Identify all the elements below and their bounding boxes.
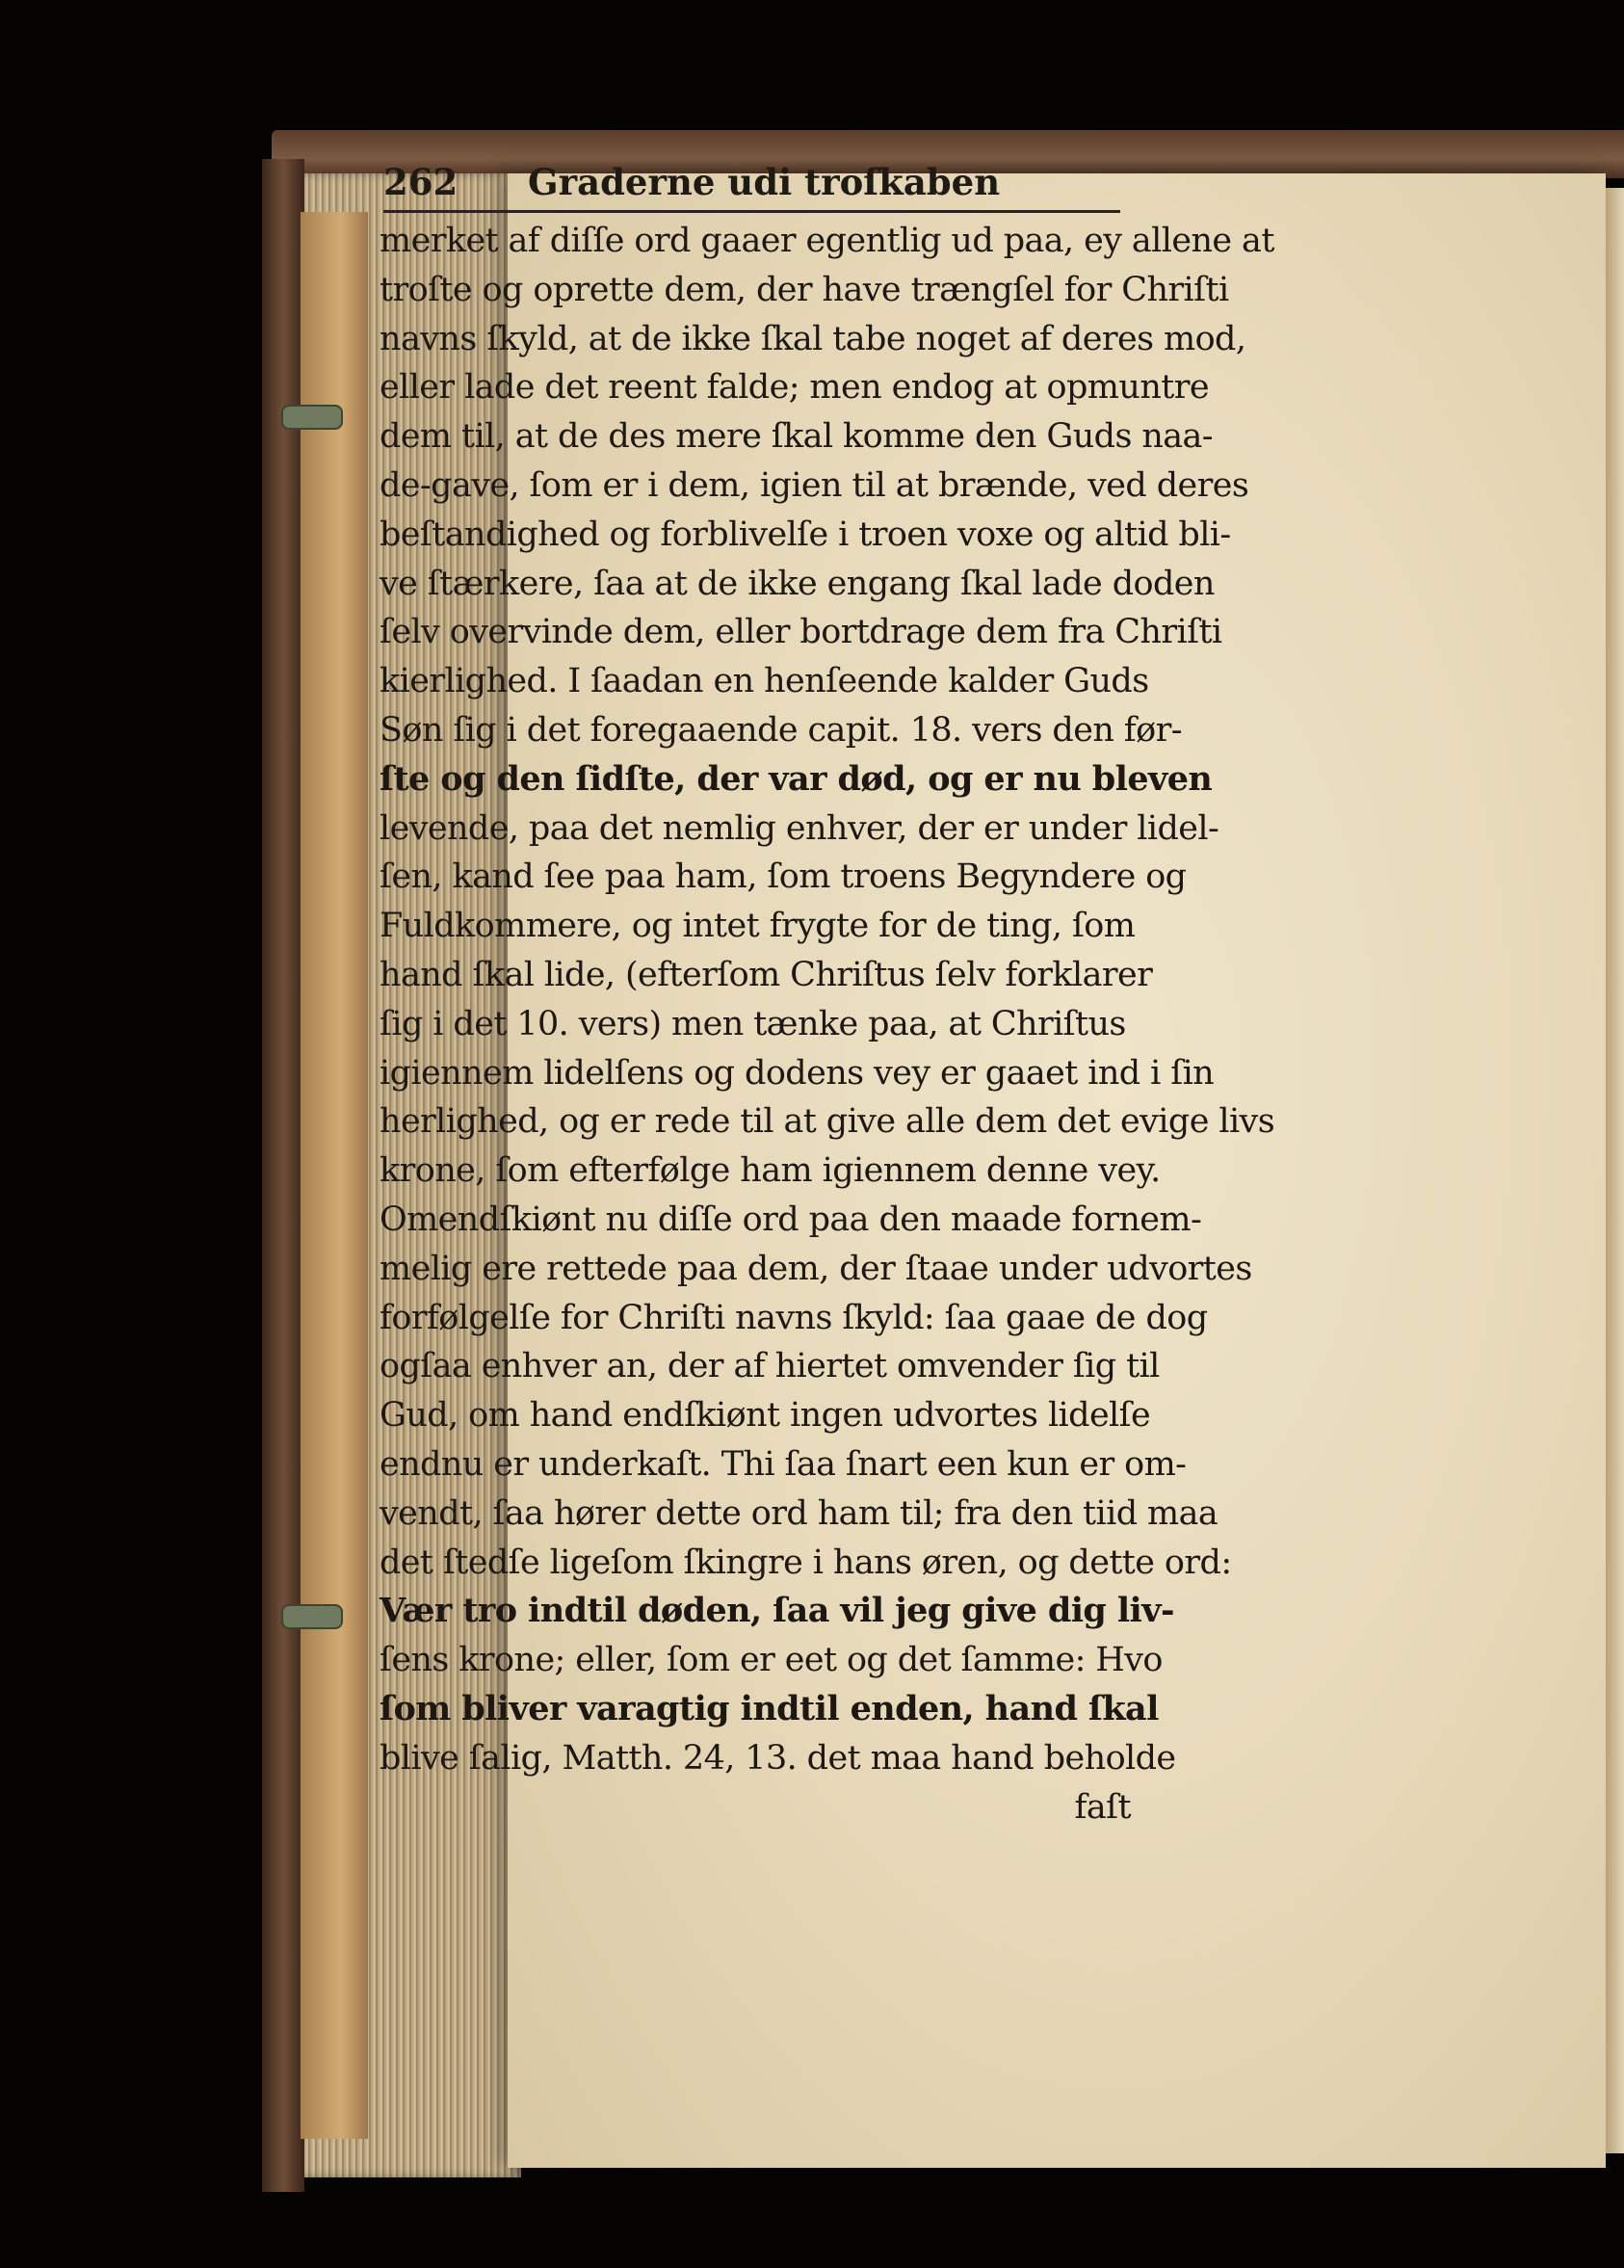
text-line: ſelv overvinde dem, eller bortdrage dem fra Chriſti bbox=[380, 613, 1222, 652]
text-line: beſtandighed og forblivelſe i troen voxe og altid bli- bbox=[380, 514, 1231, 554]
text-line: navns ſkyld, at de ikke ſkal tabe noget af deres mod, bbox=[380, 319, 1246, 358]
text-line: ve ſtærkere, ſaa at de ikke engang ſkal lade doden bbox=[380, 564, 1215, 603]
text-line: det ſtedſe ligeſom ſkingre i hans øren, og dette ord: bbox=[380, 1543, 1232, 1582]
text-line-emphasis: ſte og den ſidſte, der var død, og er nu bleven bbox=[380, 758, 1213, 799]
text-line: Fuldkommere, og intet frygte for de ting, ſom bbox=[380, 907, 1136, 946]
text-line-emphasis: Vær tro indtil døden, ſaa vil jeg give dig liv- bbox=[380, 1591, 1174, 1631]
body-text bbox=[380, 217, 1275, 1832]
text-line: Gud, om hand endſkiønt ingen udvortes lidelſe bbox=[380, 1396, 1151, 1436]
facing-page-edge bbox=[1606, 188, 1624, 2153]
text-line: hand ſkal lide, (efterſom Chriſtus ſelv forklarer bbox=[380, 955, 1153, 994]
text-line: ſens krone; eller, ſom er eet og det ſamme: Hvo bbox=[380, 1641, 1163, 1680]
text-line: ſen, kand ſee paa ham, ſom troens Begyndere og bbox=[380, 857, 1187, 897]
text-line: vendt, ſaa hører dette ord ham til; fra den tiid maa bbox=[380, 1493, 1218, 1533]
text-line: herlighed, og er rede til at give alle dem det evige livs bbox=[380, 1102, 1275, 1142]
page-number: 262 bbox=[383, 161, 458, 203]
text-line: ſig i det 10. vers) men tænke paa, at Chriſtus bbox=[380, 1004, 1126, 1043]
text-line: kierlighed. I ſaadan en henſeende kalder Guds bbox=[380, 662, 1149, 701]
text-line: Søn ſig i det foregaaende capit. 18. vers den før- bbox=[380, 710, 1182, 750]
text-line: melig ere rettede paa dem, der ſtaae under udvortes bbox=[380, 1249, 1252, 1288]
text-line: forfølgelſe for Chriſti navns ſkyld: ſaa gaae de dog bbox=[380, 1298, 1208, 1337]
inner-board bbox=[301, 212, 368, 2139]
text-line: krone, ſom efterfølge ham igiennem denne vey. bbox=[380, 1151, 1161, 1191]
running-head: Graderne udi troſkaben bbox=[528, 161, 1001, 203]
text-line: ogſaa enhver an, der af hiertet omvender ſig til bbox=[380, 1347, 1160, 1386]
catchword: faſt bbox=[1074, 1787, 1131, 1827]
text-line: Omendſkiønt nu diſſe ord paa den maade fornem- bbox=[380, 1200, 1202, 1239]
text-line: troſte og oprette dem, der have trængſel for Chriſti bbox=[380, 270, 1229, 309]
text-line: endnu er underkaſt. Thi ſaa ſnart een kun er om- bbox=[380, 1444, 1187, 1484]
header-rule bbox=[383, 210, 1120, 213]
text-line: eller lade det reent falde; men endog at opmuntre bbox=[380, 368, 1209, 408]
text-line: igiennem lidelſens og dodens vey er gaaet ind i ſin bbox=[380, 1053, 1215, 1093]
text-line-emphasis: ſom bliver varagtig indtil enden, hand ſkal bbox=[380, 1688, 1159, 1728]
text-line: dem til, at de des mere ſkal komme den Guds naa- bbox=[380, 417, 1214, 457]
page-header bbox=[383, 161, 1120, 207]
text-line: de-gave, ſom er i dem, igien til at brænde, ved deres bbox=[380, 465, 1249, 505]
text-line: levende, paa det nemlig enhver, der er under lidel- bbox=[380, 808, 1219, 848]
clasp-top bbox=[281, 405, 343, 430]
text-line: blive ſalig, Matth. 24, 13. det maa hand beholde bbox=[380, 1738, 1176, 1778]
book-cover-spine bbox=[262, 159, 304, 2192]
clasp-bottom bbox=[281, 1604, 343, 1629]
text-line: merket af diſſe ord gaaer egentlig ud paa, ey allene at bbox=[380, 222, 1274, 260]
